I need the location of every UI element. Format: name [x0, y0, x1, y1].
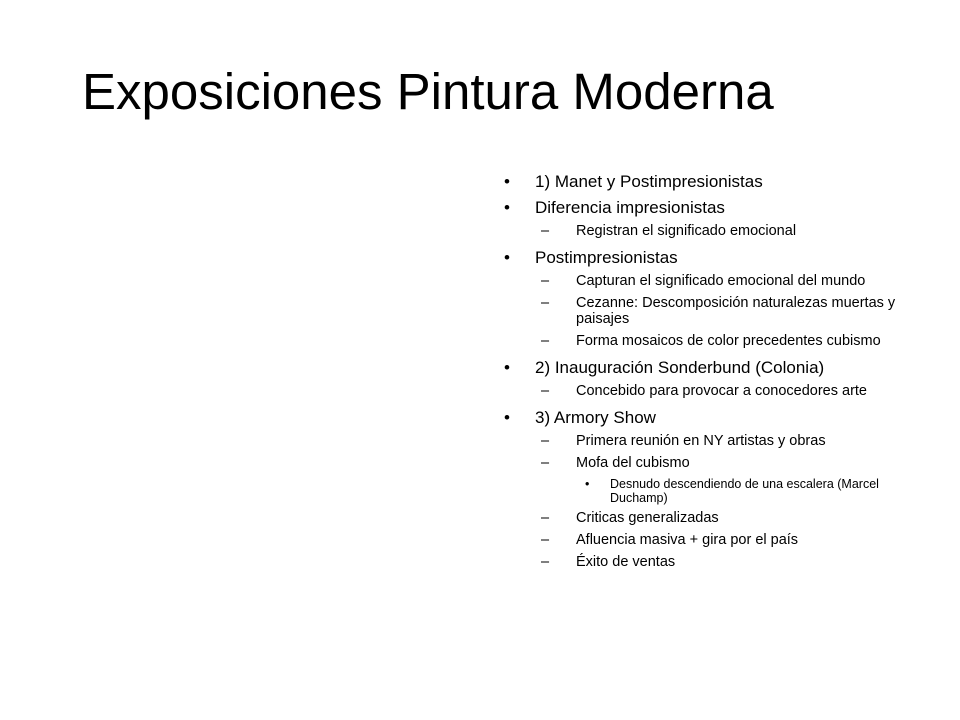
bullet-marker: • [504, 358, 510, 377]
slide-title: Exposiciones Pintura Moderna [82, 63, 774, 120]
sub-bullet-text: Concebido para provocar a conocedores arte [576, 383, 867, 399]
sub-bullet-text: Primera reunión en NY artistas y obras [576, 433, 826, 449]
dash-marker: – [541, 532, 550, 548]
sub-bullet-item [500, 510, 920, 526]
bullet-marker: • [504, 198, 510, 217]
sub-bullet-text: Forma mosaicos de color precedentes cubismo [576, 333, 881, 349]
bullet-text: Postimpresionistas [535, 248, 678, 267]
dash-marker: – [541, 383, 550, 399]
bullet-text: 2) Inauguración Sonderbund (Colonia) [535, 358, 825, 377]
dash-marker: – [541, 295, 550, 311]
sub-bullet-text: Criticas generalizadas [576, 510, 719, 526]
sub-bullet-item [500, 333, 920, 349]
sub-bullet-text: Capturan el significado emocional del mundo [576, 273, 866, 289]
sub-bullet-item [500, 532, 920, 548]
dash-marker: – [541, 333, 550, 349]
dash-marker: – [541, 433, 550, 449]
sub-bullet-text: Éxito de ventas [576, 554, 676, 570]
dash-marker: – [541, 554, 550, 570]
sub-bullet-text: Cezanne: Descomposición naturalezas muertas y paisajes [576, 295, 896, 327]
sub-bullet-item [500, 554, 920, 570]
dash-marker: – [541, 455, 550, 471]
sub-bullet-item [500, 455, 920, 471]
bullet-marker: • [585, 477, 590, 491]
sub-bullet-text: Afluencia masiva + gira por el país [576, 532, 799, 548]
bullet-marker: • [504, 172, 510, 191]
sub-bullet-item [500, 273, 920, 289]
bullet-text: 1) Manet y Postimpresionistas [535, 172, 763, 191]
sub-bullet-item [500, 223, 920, 239]
bullet-item [500, 171, 920, 193]
dash-marker: – [541, 273, 550, 289]
bullet-text: Diferencia impresionistas [535, 198, 725, 217]
sub-bullet-item [500, 295, 920, 327]
bullet-item [500, 407, 920, 429]
bullet-item [500, 357, 920, 379]
dash-marker: – [541, 510, 550, 526]
bullet-marker: • [504, 248, 510, 267]
dash-marker: – [541, 223, 550, 239]
sub-sub-bullet-item [500, 477, 920, 505]
sub-bullet-item [500, 433, 920, 449]
sub-sub-bullet-text: Desnudo descendiendo de una escalera (Marcel Duchamp) [610, 477, 879, 505]
sub-bullet-text: Mofa del cubismo [576, 455, 690, 471]
bullet-item [500, 247, 920, 269]
sub-bullet-text: Registran el significado emocional [576, 223, 797, 239]
bullet-text: 3) Armory Show [535, 408, 656, 427]
bullet-marker: • [504, 408, 510, 427]
sub-bullet-item [500, 383, 920, 399]
bullet-list [500, 171, 920, 576]
bullet-item [500, 197, 920, 219]
